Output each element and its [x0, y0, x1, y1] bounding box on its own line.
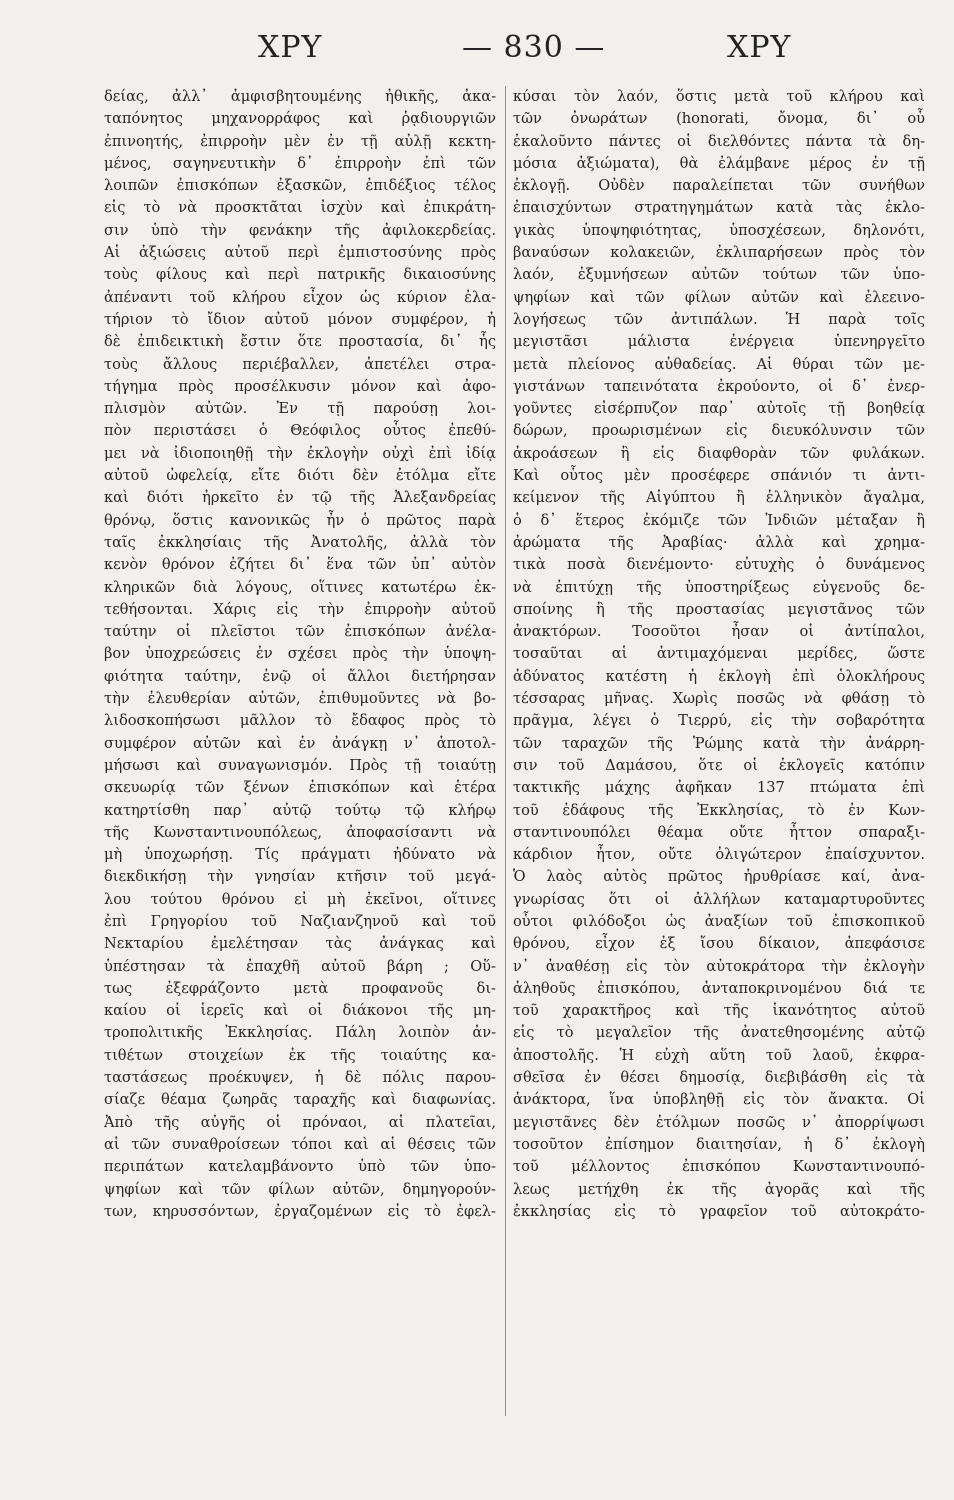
- text-line: μόσια ἀξιώματα), θὰ ἐλάμβανε μέρος ἐν τῇ: [513, 154, 925, 172]
- text-line: ὁ δ᾽ ἕτερος ἐκόμιζε τῶν Ἰνδιῶν μέταξαν ἢ: [513, 511, 925, 529]
- text-line: κληρικῶν διὰ λόγους, οἵτινες κατωτέρω ἐκ-: [104, 578, 496, 596]
- text-line: πλισμὸν αὐτῶν. Ἐν τῇ παρούσῃ λοι-: [104, 400, 496, 418]
- text-line: τικὰ ποσὰ διενέμοντο· εὐτυχὴς ὁ δυνάμενος: [513, 556, 925, 574]
- text-line: γιστάνων ταπεινότατα ἐκρούοντο, οἱ δ᾽ ἐνερ-: [513, 377, 925, 395]
- text-line: τοσαῦται αἱ ἀντιμαχόμεναι μερίδες, ὥστε: [513, 645, 925, 663]
- text-line: λοιπῶν ἐπισκόπων ἐξασκῶν, ἐπιδέξιος τέλος: [104, 177, 496, 195]
- text-line: πρᾶγμα, λέγει ὁ Τιερρύ, εἰς τὴν σοβαρότητα: [513, 712, 925, 730]
- text-line: ὑπέστησαν τὰ ἐπαχθῆ αὐτοῦ βάρη ; Οὕ-: [104, 957, 496, 975]
- left-text-column: [104, 86, 496, 1223]
- text-line: λογήσεως τῶν ἀντιπάλων. Ἡ παρὰ τοῖς: [513, 310, 925, 328]
- text-line: κύσαι τὸν λαόν, ὅστις μετὰ τοῦ κλήρου καὶ: [513, 88, 925, 105]
- text-line: περιπάτων κατελαμβάνοντο ὑπὸ τῶν ὑπο-: [104, 1158, 496, 1176]
- text-line: ταύτην οἱ πλεῖστοι τῶν ἐπισκόπων ἀνέλα-: [104, 623, 496, 641]
- text-line: σταντινουπόλει θέαμα οὔτε ἧττον σπαραξι-: [513, 823, 925, 841]
- text-line: οὗτοι φιλόδοξοι ὡς ἀναξίων τοῦ ἐπισκοπικοῦ: [513, 912, 925, 930]
- text-line: τοῦ ἐδάφους τῆς Ἐκκλησίας, τὸ ἐν Κων-: [513, 801, 925, 819]
- text-line: λαόν, ἐξυμνήσεων αὐτῶν τούτων τῶν ὑπο-: [513, 266, 925, 284]
- header-left-headword: ΧΡΥ: [258, 30, 323, 65]
- text-line: δείας, ἀλλ᾽ ἀμφισβητουμένης ἠθικῆς, ἀκα-: [104, 88, 496, 105]
- text-line: τακτικῆς μάχης ἀφῆκαν 137 πτώματα ἐπὶ: [513, 779, 925, 797]
- text-line: μένος, σαγηνευτικὴν δ᾽ ἐπιρροὴν ἐπὶ τῶν: [104, 154, 496, 172]
- text-line: ψηφίων καὶ τῶν φίλων αὐτῶν καὶ ἐλεεινο-: [513, 288, 925, 306]
- text-line: τῶν ταραχῶν τῆς Ῥώμης κατὰ τὴν ἀνάρρη-: [513, 734, 925, 752]
- text-line: τῶν ὀνωράτων (honorati, ὄνομα, δι᾽ οὗ: [513, 110, 925, 128]
- text-line: δώρων, προωρισμένων εἰς διευκόλυνσιν τῶν: [513, 422, 925, 440]
- text-line: ταπόνητος μηχανορράφος καὶ ῥᾳδιουργιῶν: [104, 110, 496, 128]
- text-line: τήριον τὸ ἴδιον αὐτοῦ μόνον συμφέρον, ἡ: [104, 310, 496, 328]
- text-line: θρόνου, εἶχον ἐξ ἴσου δίκαιον, ἀπεφάσισε: [513, 935, 925, 953]
- text-line: μει νὰ ἰδιοποιηθῇ τὴν ἐκλογὴν οὐχὶ ἐπὶ ἰδίᾳ: [104, 444, 496, 462]
- text-line: ἀληθοῦς ἐπισκόπου, ἀνταποκρινομένου διά τε: [513, 979, 925, 997]
- text-line: τεθήσονται. Χάρις εἰς τὴν ἐπιρροὴν αὐτοῦ: [104, 600, 496, 618]
- text-line: τοὺς ἄλλους περιέβαλλεν, ἀπετέλει στρα-: [104, 355, 496, 373]
- text-line: ἐπινοητής, ἐπιρροὴν μὲν ἐν τῇ αὐλῇ κεκτη-: [104, 132, 496, 150]
- page-number: — 830 —: [462, 30, 606, 65]
- text-line: τως ἐξεφράζοντο μετὰ προφανοῦς δι-: [104, 979, 496, 997]
- text-line: ἀκροάσεων ἢ εἰς διαφθορὰν τῶν φυλάκων.: [513, 444, 925, 462]
- header-right-headword: ΧΡΥ: [727, 30, 792, 65]
- text-line: συμφέρον αὐτῶν καὶ ἐν ἀνάγκῃ ν᾽ ἀποτολ-: [104, 734, 496, 752]
- text-line: κάρδιον ἦτον, οὔτε ὀλιγώτερον ἐπαίσχυντον.: [513, 846, 925, 864]
- text-line: σποίνης ἢ τῆς προστασίας μεγιστᾶνος τῶν: [513, 600, 925, 618]
- text-line: τήγημα πρὸς προσέλκυσιν μόνον καὶ ἀφο-: [104, 377, 496, 395]
- text-line: Ἀπὸ τῆς αὐγῆς οἱ πρόναοι, αἱ πλατεῖαι,: [104, 1113, 496, 1131]
- text-line: μεγιστᾶνες δὲν ἐτόλμων ποσῶς ν᾽ ἀπορρίψωσι: [513, 1113, 925, 1131]
- text-line: σίαζε θέαμα ζωηρᾶς ταραχῆς καὶ διαφωνίας.: [104, 1091, 496, 1109]
- text-line: Νεκταρίου ἐμελέτησαν τὰς ἀνάγκας καὶ: [104, 935, 496, 953]
- text-line: Ὁ λαὸς αὐτὸς πρῶτος ἠρυθρίασε καί, ἀνα-: [513, 868, 925, 886]
- text-line: δὲ ἐπιδεικτικὴ ἔστιν ὅτε προστασία, δι᾽ ἧς: [104, 333, 496, 351]
- text-line: τοῦ χαρακτῆρος καὶ τῆς ἱκανότητος αὐτοῦ: [513, 1002, 925, 1020]
- text-line: ἐπαισχύντων στρατηγημάτων κατὰ τὰς ἐκλο-: [513, 199, 925, 217]
- text-line: ἐκλογῇ. Οὐδὲν παραλείπεται τῶν συνήθων: [513, 177, 925, 195]
- text-line: νὰ ἐπιτύχῃ τῆς ὑποστηρίξεως εὐγενοῦς δε-: [513, 578, 925, 596]
- text-line: εἰς τὸ νὰ προσκτᾶται ἰσχὺν καὶ ἐπικράτη-: [104, 199, 496, 217]
- text-line: ταῖς ἐκκλησίαις τῆς Ἀνατολῆς, ἀλλὰ τὸν: [104, 533, 496, 551]
- text-line: ἀρώματα τῆς Ἀραβίας· ἀλλὰ καὶ χρημα-: [513, 533, 925, 551]
- text-line: ἐκαλοῦντο πάντες οἱ διελθόντες πάντα τὰ δη-: [513, 132, 925, 150]
- text-line: εἰς τὸ μεγαλεῖον τῆς ἀνατεθησομένης αὐτῷ: [513, 1024, 925, 1042]
- text-line: ταστάσεως προέκυψεν, ἡ δὲ πόλις παρου-: [104, 1069, 496, 1087]
- page-header: [0, 30, 954, 70]
- text-line: τιθέτων στοιχείων ἐκ τῆς τοιαύτης κα-: [104, 1046, 496, 1064]
- text-line: σιν τοῦ Δαμάσου, ὅτε οἱ ἐκλογεῖς κατόπιν: [513, 756, 925, 774]
- text-line: σιν ὑπὸ τὴν φενάκην τῆς ἀφιλοκερδείας.: [104, 221, 496, 239]
- text-line: ψηφίων καὶ τῶν φίλων αὐτῶν, δημηγορούν-: [104, 1180, 496, 1198]
- text-line: βον ὑποχρεώσεις ἐν σχέσει πρὸς τὴν ὑποψη-: [104, 645, 496, 663]
- text-line: φιότητα ταύτην, ἐνῷ οἱ ἄλλοι διετήρησαν: [104, 667, 496, 685]
- text-line: ἀνάκτορα, ἵνα ὑποβληθῇ εἰς τὸν ἄνακτα. Οἱ: [513, 1091, 925, 1109]
- text-line: τῆς Κωνσταντινουπόλεως, ἀποφασίσαντι νὰ: [104, 823, 496, 841]
- text-line: αἱ τῶν συναθροίσεων τόποι καὶ αἱ θέσεις τῶν: [104, 1135, 496, 1153]
- text-line: γνωρίσας ὅτι οἱ ἀλλήλων καταμαρτυροῦντες: [513, 890, 925, 908]
- text-line: Αἱ ἀξιώσεις αὐτοῦ περὶ ἐμπιστοσύνης πρὸς: [104, 244, 496, 262]
- text-line: ἀδύνατος κατέστη ἡ ἐκλογὴ ἐπὶ ὁλοκλήρους: [513, 667, 925, 685]
- text-line: ν᾽ ἀναθέσῃ εἰς τὸν αὐτοκράτορα τὴν ἐκλογὴν: [513, 957, 925, 975]
- text-line: λιδοσκοπήσωσι μᾶλλον τὸ ἔδαφος πρὸς τὸ: [104, 712, 496, 730]
- text-line: κενὸν θρόνον ἐζήτει δι᾽ ἕνα τῶν ὑπ᾽ αὐτὸν: [104, 556, 496, 574]
- text-line: διεκδικήσῃ τὴν γνησίαν κτῆσιν τοῦ μεγά-: [104, 868, 496, 886]
- text-line: καίου οἱ ἱερεῖς καὶ οἱ διάκονοι τῆς μη-: [104, 1002, 496, 1020]
- text-line: τοσοῦτον ἐπίσημον διαιτησίαν, ἡ δ᾽ ἐκλογὴ: [513, 1135, 925, 1153]
- text-line: λου τούτου θρόνου εἰ μὴ ἐκεῖνοι, οἵτινες: [104, 890, 496, 908]
- text-line: κατηρτίσθη παρ᾽ αὐτῷ τούτῳ τῷ κλήρῳ: [104, 801, 496, 819]
- text-line: κείμενον τῆς Αἰγύπτου ἢ ἑλληνικὸν ἄγαλμα,: [513, 489, 925, 507]
- text-line: ἐκκλησίας εἰς τὸ γραφεῖον τοῦ αὐτοκράτο-: [513, 1202, 925, 1220]
- text-line: ἐπὶ Γρηγορίου τοῦ Ναζιανζηνοῦ καὶ τοῦ: [104, 912, 496, 930]
- text-line: βαναύσων κολακειῶν, ἐκλιπαρήσεων πρὸς τὸν: [513, 244, 925, 262]
- text-line: τοὺς φίλους καὶ περὶ πατρικῆς δικαιοσύνης: [104, 266, 496, 284]
- text-line: αὐτοῦ ὠφελείᾳ, εἴτε διότι δὲν ἐτόλμα εἴτε: [104, 467, 496, 485]
- text-line: γοῦντες εἰσέρπυζον παρ᾽ αὐτοῖς τῇ βοηθείᾳ: [513, 400, 925, 418]
- text-line: ἀπέναντι τοῦ κλήρου εἶχον ὡς κύριον ἐλα-: [104, 288, 496, 306]
- column-divider: [505, 86, 506, 1416]
- text-line: λεως μετήχθη ἐκ τῆς ἀγορᾶς καὶ τῆς: [513, 1180, 925, 1198]
- text-line: μὴ ὑποχωρήσῃ. Τίς πράγματι ἠδύνατο νὰ: [104, 846, 496, 864]
- text-line: Καὶ οὗτος μὲν προσέφερε σπάνιόν τι ἀντι-: [513, 467, 925, 485]
- text-line: θρόνῳ, ὅστις κανονικῶς ἦν ὁ πρῶτος παρὰ: [104, 511, 496, 529]
- text-line: τὴν ἐλευθερίαν αὐτῶν, ἐπιθυμοῦντες νὰ βο-: [104, 690, 496, 708]
- text-line: τροπολιτικῆς Ἐκκλησίας. Πάλη λοιπὸν ἀν-: [104, 1024, 496, 1042]
- text-line: σκευωρίᾳ τῶν ξένων ἐπισκόπων καὶ ἑτέρα: [104, 779, 496, 797]
- text-line: μετὰ πλείονος αὐθαδείας. Αἱ θύραι τῶν με-: [513, 355, 925, 373]
- text-line: τέσσαρας μῆνας. Χωρὶς ποσῶς νὰ φθάσῃ τὸ: [513, 690, 925, 708]
- text-line: μήσωσι καὶ συναγωνισμόν. Πρὸς τῇ τοιαύτῃ: [104, 756, 496, 774]
- text-line: καὶ διότι ἠρκεῖτο ἐν τῷ τῆς Ἀλεξανδρείας: [104, 489, 496, 507]
- text-line: ἀποστολῆς. Ἡ εὐχὴ αὕτη τοῦ λαοῦ, ἐκφρα-: [513, 1046, 925, 1064]
- text-line: μεγιστᾶσι μάλιστα ἐνέργεια ὑπενηργεῖτο: [513, 333, 925, 351]
- text-line: σθεῖσα ἐν θέσει δημοσίᾳ, διεβιβάσθη εἰς τὰ: [513, 1069, 925, 1087]
- right-text-column: [513, 86, 925, 1223]
- text-line: των, κηρυσσόντων, ἐργαζομένων εἰς τὸ ἐφελ-: [104, 1202, 496, 1220]
- text-line: πὸν περιστάσει ὁ Θεόφιλος οὗτος ἐπεθύ-: [104, 422, 496, 440]
- text-line: ἀνακτόρων. Τοσοῦτοι ἦσαν οἱ ἀντίπαλοι,: [513, 623, 925, 641]
- text-line: τοῦ μέλλοντος ἐπισκόπου Κωνσταντινουπό-: [513, 1158, 925, 1176]
- text-line: γικὰς ὑποψηφιότητας, ὑποσχέσεων, δηλονότι,: [513, 221, 925, 239]
